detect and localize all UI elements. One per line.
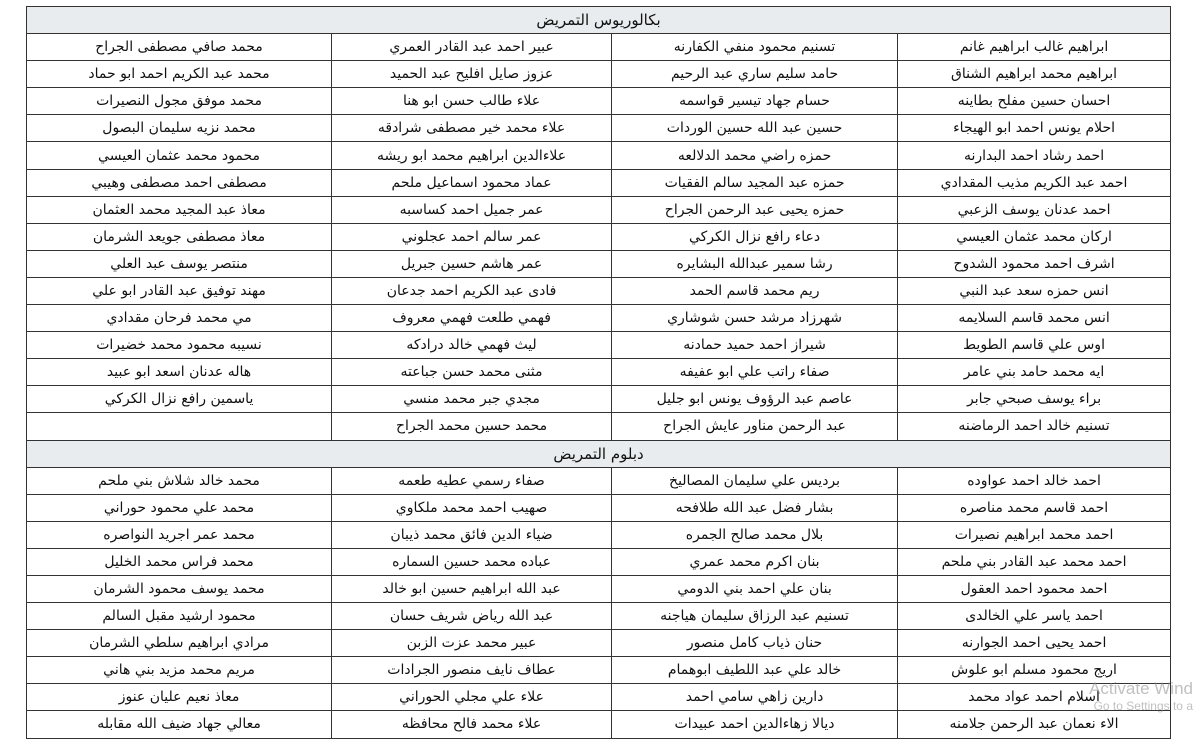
student-name-cell: عبد الرحمن مناور عايش الجراح [612, 413, 898, 440]
watermark-line1: Activate Wind [1089, 679, 1193, 698]
student-name-cell: ابراهيم غالب ابراهيم غانم [898, 34, 1171, 61]
student-name-cell: حمزه راضي محمد الدلالعه [612, 142, 898, 169]
student-name-cell: محمد خالد شلاش بني ملحم [27, 467, 332, 494]
student-name-cell: عاصم عبد الرؤوف يونس ابو جليل [612, 386, 898, 413]
student-name-cell: عبير محمد عزت الزبن [332, 630, 612, 657]
table-body [27, 7, 1171, 739]
student-name-cell: تسنيم محمود منفي الكفارنه [612, 34, 898, 61]
student-name-cell: عمر هاشم حسين جبريل [332, 250, 612, 277]
student-name-cell: اركان محمد عثمان العيسي [898, 223, 1171, 250]
student-name-cell: منتصر يوسف عبد العلي [27, 250, 332, 277]
student-name-cell: احلام يونس احمد ابو الهيجاء [898, 115, 1171, 142]
student-name-cell: نسيبه محمود محمد خضيرات [27, 332, 332, 359]
student-name-cell: اوس علي قاسم الطويط [898, 332, 1171, 359]
student-name-cell: مصطفى احمد مصطفى وهيبي [27, 169, 332, 196]
student-name-cell: احمد عبد الكريم مذيب المقدادي [898, 169, 1171, 196]
section-header-row [27, 7, 1171, 34]
student-name-cell: محمود ارشيد مقبل السالم [27, 603, 332, 630]
student-name-cell: علاءالدين ابراهيم محمد ابو ريشه [332, 142, 612, 169]
student-name-cell: دارين زاهي سامي احمد [612, 684, 898, 711]
student-name-cell: احمد خالد احمد عواوده [898, 467, 1171, 494]
table-row [27, 684, 1171, 711]
table-row [27, 575, 1171, 602]
student-name-cell: معالي جهاد ضيف الله مقابله [27, 711, 332, 738]
student-name-cell: محمد يوسف محمود الشرمان [27, 575, 332, 602]
table-row [27, 169, 1171, 196]
table-row [27, 305, 1171, 332]
student-name-cell: اريج محمود مسلم ابو علوش [898, 657, 1171, 684]
student-name-cell: بلال محمد صالح الجمره [612, 521, 898, 548]
table-row [27, 142, 1171, 169]
student-name-cell: حسام جهاد تيسير قواسمه [612, 88, 898, 115]
student-name-cell: ضياء الدين فائق محمد ذيبان [332, 521, 612, 548]
student-name-cell: صفاء رسمي عطيه طعمه [332, 467, 612, 494]
student-name-cell: ديالا زهاءالدين احمد عبيدات [612, 711, 898, 738]
student-name-cell: شهرزاد مرشد حسن شوشاري [612, 305, 898, 332]
section-title: دبلوم التمريض [27, 440, 1171, 467]
student-name-cell: ايه محمد حامد بني عامر [898, 359, 1171, 386]
student-names-table [26, 6, 1171, 739]
table-row [27, 115, 1171, 142]
student-name-cell: تسنيم عبد الرزاق سليمان هياجنه [612, 603, 898, 630]
student-name-cell: عماد محمود اسماعيل ملحم [332, 169, 612, 196]
student-name-cell: احمد يحيى احمد الجوارنه [898, 630, 1171, 657]
table-row [27, 34, 1171, 61]
student-name-cell: حامد سليم ساري عبد الرحيم [612, 61, 898, 88]
student-name-cell: عمر سالم احمد عجلوني [332, 223, 612, 250]
table-row [27, 359, 1171, 386]
student-name-cell: صفاء راتب علي ابو عفيفه [612, 359, 898, 386]
student-name-cell: عزوز صايل افليح عبد الحميد [332, 61, 612, 88]
table-row [27, 603, 1171, 630]
student-name-cell: حمزه عبد المجيد سالم الفقيات [612, 169, 898, 196]
student-name-cell: خالد علي عبد اللطيف ابوهمام [612, 657, 898, 684]
student-name-cell: محمد نزيه سليمان البصول [27, 115, 332, 142]
table-row [27, 332, 1171, 359]
activate-windows-watermark [1089, 679, 1193, 713]
student-name-cell: حنان ذياب كامل منصور [612, 630, 898, 657]
student-name-cell: هاله عدنان اسعد ابو عبيد [27, 359, 332, 386]
student-name-cell: الاء نعمان عبد الرحمن جلامنه [898, 711, 1171, 738]
student-name-cell: محمد صافي مصطفى الجراح [27, 34, 332, 61]
student-name-cell: اسلام احمد عواد محمد [898, 684, 1171, 711]
student-name-cell: محمود محمد عثمان العيسي [27, 142, 332, 169]
student-name-cell: انس حمزه سعد عبد النبي [898, 277, 1171, 304]
student-name-cell: ريم محمد قاسم الحمد [612, 277, 898, 304]
student-name-cell: محمد عبد الكريم احمد ابو حماد [27, 61, 332, 88]
table-row [27, 250, 1171, 277]
student-name-cell: علاء محمد فالح محافظه [332, 711, 612, 738]
table-row [27, 711, 1171, 738]
table-row [27, 548, 1171, 575]
student-name-cell: صهيب احمد محمد ملكاوي [332, 494, 612, 521]
student-name-cell: معاذ عبد المجيد محمد العثمان [27, 196, 332, 223]
table-row [27, 630, 1171, 657]
student-name-cell: ليث فهمي خالد درادكه [332, 332, 612, 359]
student-name-cell: رشا سمير عبدالله البشايره [612, 250, 898, 277]
student-name-cell: بنان اكرم محمد عمري [612, 548, 898, 575]
student-name-cell: محمد موفق مجول النصيرات [27, 88, 332, 115]
student-name-cell: بشار فضل عبد الله طلافحه [612, 494, 898, 521]
section-header-row [27, 440, 1171, 467]
student-name-cell: عطاف نايف منصور الجرادات [332, 657, 612, 684]
student-name-cell: تسنيم خالد احمد الرماضنه [898, 413, 1171, 440]
student-name-cell: احمد محمد ابراهيم نصيرات [898, 521, 1171, 548]
student-name-cell: شيراز احمد حميد حمادنه [612, 332, 898, 359]
student-name-cell: محمد علي محمود حوراني [27, 494, 332, 521]
student-name-cell: مي محمد فرحان مقدادي [27, 305, 332, 332]
student-name-cell: مريم محمد مزيد بني هاني [27, 657, 332, 684]
student-name-cell: ياسمين رافع نزال الكركي [27, 386, 332, 413]
table-row [27, 657, 1171, 684]
student-name-cell: علاء محمد خير مصطفى شرادقه [332, 115, 612, 142]
student-name-cell: محمد عمر اجريد النواصره [27, 521, 332, 548]
student-name-cell: فادى عبد الكريم احمد جدعان [332, 277, 612, 304]
student-name-cell: عباده محمد حسين السماره [332, 548, 612, 575]
student-name-cell: احمد قاسم محمد مناصره [898, 494, 1171, 521]
student-name-cell: دعاء رافع نزال الكركي [612, 223, 898, 250]
student-name-cell: مجدي جبر محمد منسي [332, 386, 612, 413]
student-name-cell: مثنى محمد حسن جباعته [332, 359, 612, 386]
table-row [27, 88, 1171, 115]
student-name-cell: احمد محمد عبد القادر بني ملحم [898, 548, 1171, 575]
table-row [27, 467, 1171, 494]
student-name-cell: اشرف احمد محمود الشدوح [898, 250, 1171, 277]
student-name-cell: انس محمد قاسم السلايمه [898, 305, 1171, 332]
student-name-cell: محمد فراس محمد الخليل [27, 548, 332, 575]
student-name-cell: احمد عدنان يوسف الزعبي [898, 196, 1171, 223]
student-name-cell: معاذ مصطفى جويعد الشرمان [27, 223, 332, 250]
student-name-cell: عبد الله ابراهيم حسين ابو خالد [332, 575, 612, 602]
student-name-cell: احمد ياسر علي الخالدى [898, 603, 1171, 630]
student-name-cell: معاذ نعيم عليان عنوز [27, 684, 332, 711]
table-row [27, 494, 1171, 521]
student-name-cell: مهند توفيق عبد القادر ابو علي [27, 277, 332, 304]
watermark-line2: Go to Settings to a [1093, 699, 1193, 713]
student-name-cell [27, 413, 332, 440]
student-name-cell: علاء طالب حسن ابو هنا [332, 88, 612, 115]
table-row [27, 413, 1171, 440]
student-name-cell: حسين عبد الله حسين الوردات [612, 115, 898, 142]
student-name-cell: احسان حسين مفلح بطاينه [898, 88, 1171, 115]
student-name-cell: ابراهيم محمد ابراهيم الشناق [898, 61, 1171, 88]
student-name-cell: احمد محمود احمد العقول [898, 575, 1171, 602]
student-name-cell: عمر جميل احمد كساسبه [332, 196, 612, 223]
student-name-cell: براء يوسف صبحي جابر [898, 386, 1171, 413]
student-name-cell: عبد الله رياض شريف حسان [332, 603, 612, 630]
student-name-cell: حمزه يحيى عبد الرحمن الجراح [612, 196, 898, 223]
student-name-cell: بنان علي احمد بني الدومي [612, 575, 898, 602]
student-name-cell: برديس علي سليمان المصاليخ [612, 467, 898, 494]
table-row [27, 277, 1171, 304]
student-name-cell: احمد رشاد احمد البدارنه [898, 142, 1171, 169]
section-title: بكالوريوس التمريض [27, 7, 1171, 34]
student-name-cell: عبير احمد عبد القادر العمري [332, 34, 612, 61]
student-name-cell: علاء علي مجلي الحوراني [332, 684, 612, 711]
student-name-cell: فهمي طلعت فهمي معروف [332, 305, 612, 332]
table-row [27, 196, 1171, 223]
table-row [27, 521, 1171, 548]
table-row [27, 223, 1171, 250]
student-name-cell: محمد حسين محمد الجراح [332, 413, 612, 440]
table-row [27, 386, 1171, 413]
student-name-cell: مرادي ابراهيم سلطي الشرمان [27, 630, 332, 657]
table-row [27, 61, 1171, 88]
